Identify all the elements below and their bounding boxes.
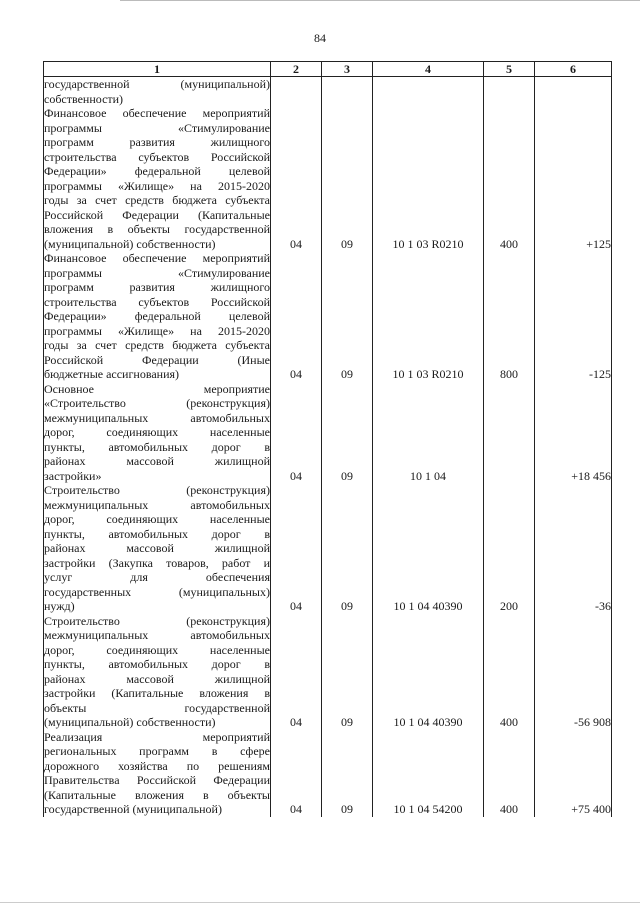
table-row [44,251,612,382]
description-line: пункты, автомобильных дорог в [44,526,270,541]
target-article-code [373,251,484,382]
description-line: услуг для обеспечения [44,570,270,584]
description-line: Российской Федерации (Капитальные [44,207,270,222]
table-row [44,614,612,730]
section-code-value: 04 [290,599,302,613]
subsection-code-value [322,92,372,107]
description-line: дорожного хозяйства по решениям [44,758,270,773]
description-line: государственной (муниципальной) [44,802,222,816]
description-line: Основное мероприятие [44,381,270,396]
section-code-value: 04 [290,236,302,251]
amount-change [535,483,612,614]
subsection-code-value: 09 [341,715,353,729]
row-description [44,483,271,614]
expense-type-code-value: 800 [500,367,518,381]
target-article-code [373,483,484,614]
section-code [271,106,322,251]
amount-change-value: +18 456 [571,468,611,483]
subsection-code [322,77,373,107]
amount-change-value [535,92,611,107]
column-header-2: 2 [271,62,322,77]
description-line: застройки (Закупка товаров, работ и [44,555,270,570]
description-line: программы «Стимулирование [44,120,270,135]
expense-type-code-value: 400 [500,236,518,251]
description-line: объекты государственной [44,700,270,715]
target-article-code-value: 10 1 04 [410,468,446,483]
target-article-code [373,106,484,251]
description-line: дорог, соединяющих населенные [44,512,270,526]
description-line: застройки» [44,468,102,483]
amount-change-value: -56 908 [574,715,611,729]
description-line: Правительства Российской Федерации [44,773,270,787]
subsection-code [322,483,373,614]
amount-change [535,614,612,730]
description-line: региональных программ в сфере [44,744,270,758]
expense-type-code-value [484,92,534,107]
description-line: государственной (муниципальной) [44,77,270,91]
description-line: районах массовой жилищной [44,541,270,555]
description-line: программ развития жилищного [44,280,270,294]
section-code-value: 04 [290,802,302,816]
target-article-code-value [373,92,483,107]
description-line: (Капитальные вложения в объекты [44,787,270,802]
amount-change-value: +125 [586,236,611,251]
expense-type-code [484,483,535,614]
section-code [271,251,322,382]
description-line: застройки (Капитальные вложения в [44,686,270,700]
target-article-code-value: 10 1 03 R0210 [392,367,464,381]
row-description [44,382,271,484]
description-line: Строительство (реконструкция) [44,483,270,497]
subsection-code-value: 09 [341,468,353,483]
description-line: программ развития жилищного [44,135,270,149]
expense-type-code [484,614,535,730]
expense-type-code [484,77,535,107]
amount-change [535,730,612,817]
description-line: (муниципальной) собственности) [44,236,216,251]
row-description [44,106,271,251]
scan-top-rule [120,0,640,1]
target-article-code-value: 10 1 04 40390 [393,599,463,613]
description-line: Федерации» федеральной целевой [44,164,270,178]
description-line: годы за счет средств бюджета субъекта [44,193,270,207]
description-line: годы за счет средств бюджета субъекта [44,338,270,352]
description-line: Строительство (реконструкция) [44,613,270,628]
amount-change-value: +75 400 [571,802,611,816]
description-line: межмуниципальных автомобильных [44,628,270,642]
description-line: районах массовой жилищной [44,454,270,468]
target-article-code-value: 10 1 04 54200 [393,802,463,816]
description-line: программы «Жилище» на 2015-2020 [44,323,270,338]
subsection-code-value: 09 [341,367,353,381]
table-row [44,382,612,484]
section-code-value: 04 [290,367,302,381]
column-header-6: 6 [535,62,612,77]
budget-table [43,61,612,817]
description-line: собственности) [44,91,124,106]
subsection-code [322,614,373,730]
description-line: районах массовой жилищной [44,671,270,686]
subsection-code [322,730,373,817]
table-body [44,77,612,817]
column-header-1: 1 [44,62,271,77]
expense-type-code [484,730,535,817]
amount-change [535,382,612,484]
description-line: нужд) [44,599,75,613]
section-code [271,730,322,817]
target-article-code [373,614,484,730]
target-article-code-value: 10 1 04 40390 [393,715,463,729]
subsection-code-value: 09 [341,802,353,816]
table-row [44,730,612,817]
amount-change [535,106,612,251]
expense-type-code-value: 400 [500,802,518,816]
description-line: (муниципальной) собственности) [44,715,216,729]
expense-type-code-value [484,469,534,484]
description-line: Финансовое обеспечение мероприятий [44,251,270,265]
description-line: Реализация мероприятий [44,729,270,744]
table-row [44,106,612,251]
target-article-code [373,730,484,817]
description-line: программы «Стимулирование [44,265,270,280]
row-description [44,730,271,817]
expense-type-code [484,251,535,382]
description-line: вложения в объекты государственной [44,222,270,236]
expense-type-code [484,106,535,251]
description-line: строительства субъектов Российской [44,149,270,164]
expense-type-code-value: 400 [500,715,518,729]
column-header-5: 5 [484,62,535,77]
amount-change [535,251,612,382]
subsection-code-value: 09 [341,599,353,613]
row-description [44,77,271,107]
expense-type-code [484,382,535,484]
description-line: государственных (муниципальных) [44,584,270,599]
description-line: Российской Федерации (Иные [44,352,270,367]
amount-change [535,77,612,107]
section-code [271,614,322,730]
description-line: межмуниципальных автомобильных [44,410,270,425]
section-code-value [271,92,321,107]
row-description [44,251,271,382]
section-code [271,382,322,484]
section-code [271,483,322,614]
expense-type-code-value: 200 [500,599,518,613]
table-row [44,77,612,107]
section-code-value: 04 [290,715,302,729]
amount-change-value: -125 [589,367,611,381]
row-description [44,614,271,730]
description-line: пункты, автомобильных дорог в [44,439,270,454]
page-number: 84 [314,31,326,45]
description-line: «Строительство (реконструкция) [44,396,270,410]
description-line: дорог, соединяющих населенные [44,642,270,657]
description-line: пункты, автомобильных дорог в [44,657,270,671]
scan-bottom-rule [0,902,640,903]
description-line: дорог, соединяющих населенные [44,425,270,439]
subsection-code [322,382,373,484]
table-row [44,483,612,614]
target-article-code-value: 10 1 03 R0210 [392,236,464,251]
section-code-value: 04 [290,468,302,483]
description-line: программы «Жилище» на 2015-2020 [44,178,270,193]
column-header-3: 3 [322,62,373,77]
description-line: строительства субъектов Российской [44,294,270,309]
target-article-code [373,382,484,484]
subsection-code [322,251,373,382]
amount-change-value: -36 [595,599,611,613]
description-line: Финансовое обеспечение мероприятий [44,106,270,120]
section-code [271,77,322,107]
subsection-code [322,106,373,251]
column-header-4: 4 [373,62,484,77]
description-line: бюджетные ассигнования) [44,367,180,381]
subsection-code-value: 09 [341,236,353,251]
description-line: межмуниципальных автомобильных [44,497,270,512]
table-header-row [44,62,612,77]
description-line: Федерации» федеральной целевой [44,309,270,323]
target-article-code [373,77,484,107]
